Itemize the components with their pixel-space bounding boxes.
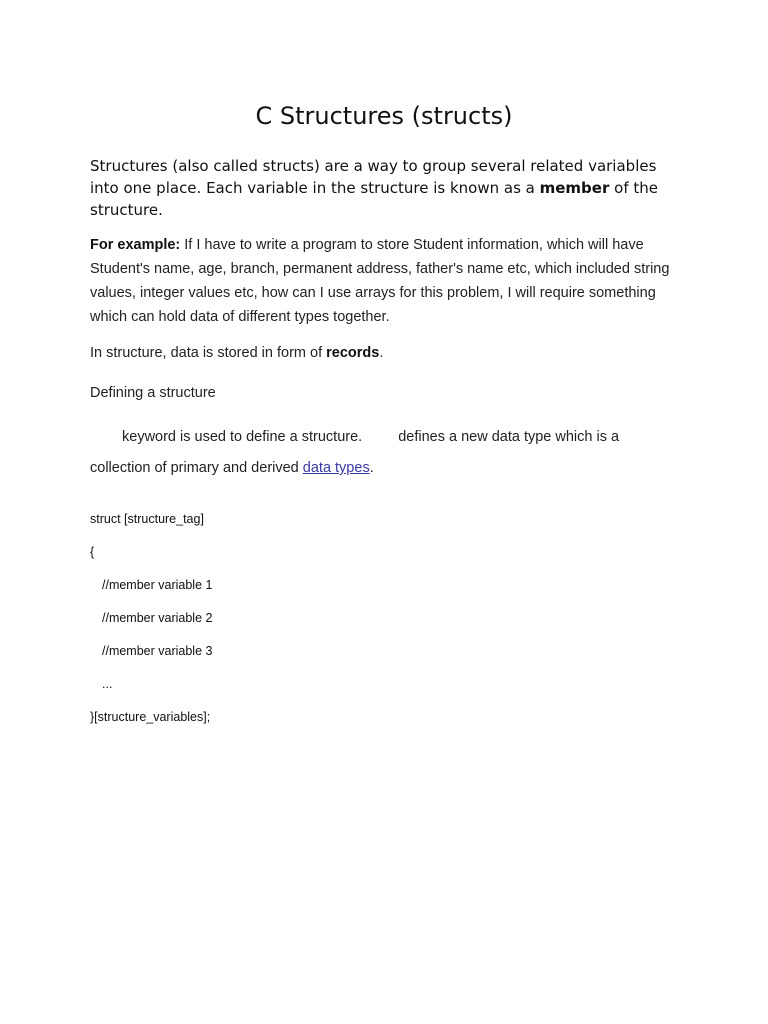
- page-title: C Structures (structs): [255, 102, 513, 130]
- data-types-link[interactable]: data types: [302, 460, 370, 476]
- code-line-member-1: //member variable 1: [102, 578, 213, 592]
- intro-text-after: of the structure.: [90, 179, 658, 219]
- records-bold: records: [326, 345, 380, 361]
- records-paragraph: [90, 341, 690, 365]
- keyword-text-end: .: [369, 460, 374, 476]
- intro-bold-member: member: [539, 179, 610, 197]
- example-text: If I have to write a program to store Student information, which will have Student's name, age, branch, permanent address, father's name etc, which included string values, integer values etc, how can I use arrays for this problem, I will require something which can hold data of different types together.: [90, 237, 670, 325]
- code-line-ellipsis: ...: [102, 677, 113, 691]
- code-line-member-2: //member variable 2: [102, 611, 213, 625]
- records-text-before: In structure, data is stored in form of: [90, 345, 327, 361]
- code-line-open-brace: {: [90, 545, 95, 559]
- defining-heading: Defining a structure: [90, 385, 216, 401]
- code-line-member-3: //member variable 3: [102, 644, 213, 658]
- example-label: For example:: [90, 237, 181, 253]
- intro-text-before: Structures (also called structs) are a way to group several related variables into one place. Each variable in the structure is known as a: [90, 157, 657, 197]
- keyword-text-3: collection of primary and derived: [90, 460, 303, 476]
- keyword-text-2: defines a new data type which is a: [398, 429, 620, 445]
- keyword-paragraph: [90, 422, 690, 484]
- keyword-text-1: keyword is used to define a structure.: [122, 429, 363, 445]
- code-line-struct: struct [structure_tag]: [90, 512, 204, 526]
- intro-paragraph: [90, 155, 680, 221]
- example-paragraph: [90, 233, 690, 329]
- code-line-close: }[structure_variables];: [90, 710, 211, 724]
- records-text-after: .: [379, 345, 384, 361]
